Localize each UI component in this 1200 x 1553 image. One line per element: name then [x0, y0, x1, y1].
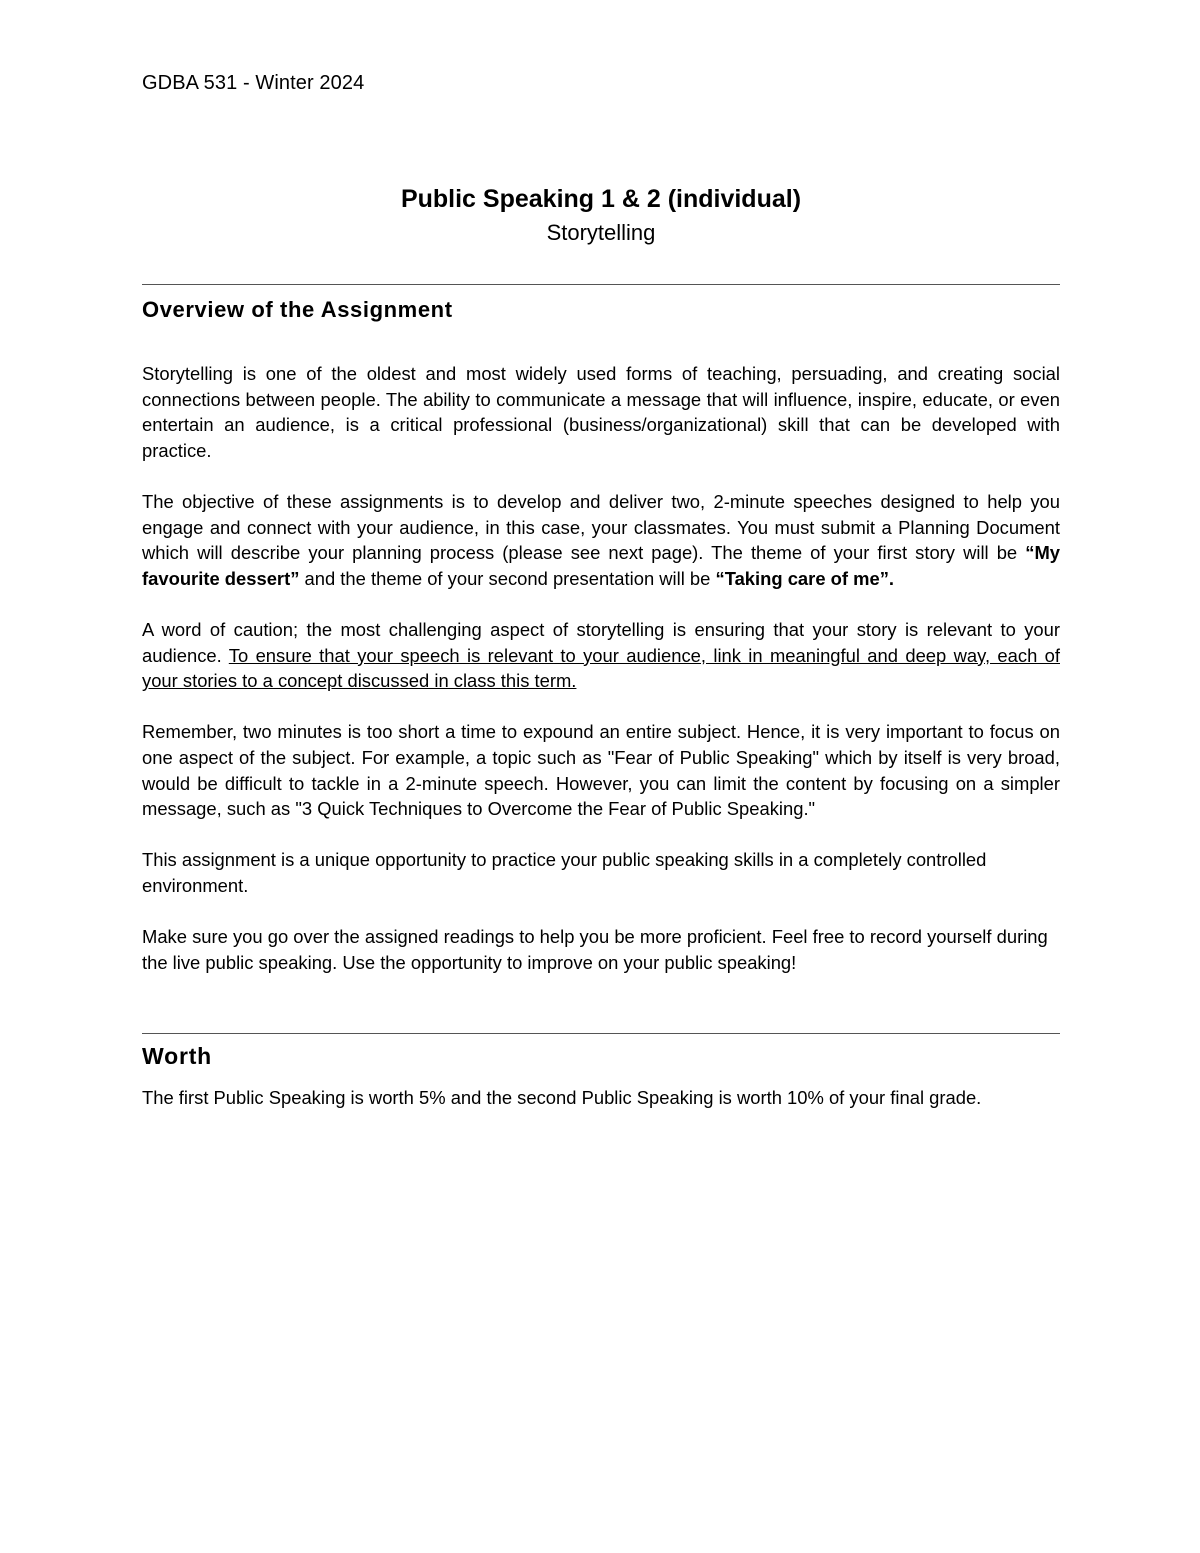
second-theme: “Taking care of me”.: [715, 567, 895, 589]
page-title: Public Speaking 1 & 2 (individual): [400, 185, 802, 213]
title-block: [142, 183, 1060, 249]
overview-heading: Overview of the Assignment: [142, 297, 453, 322]
overview-paragraph-2: [142, 489, 1060, 591]
first-theme: “My favourite dessert”: [142, 542, 1060, 589]
worth-body: [142, 1085, 1060, 1136]
overview-paragraph-4: Remember, two minutes is too short a time to expound an entire subject. Hence, it is very important to focus on one aspect of the subject. For example, a topic such as "Fear of Public Speaking" which by itself is very broad, would be difficult to tackle in a 2-minute speech. However, you can limit the content by focusing on a simpler message, such as "3 Quick Techniques to Overcome the Fear of Public Speaking.": [142, 721, 1060, 820]
page-subtitle: Storytelling: [546, 220, 656, 245]
course-header: GDBA 531 - Winter 2024: [142, 72, 365, 94]
overview-paragraph-5: This assignment is a unique opportunity to practice your public speaking skills in a completely controlled environment.: [142, 849, 987, 896]
worth-heading: Worth: [142, 1043, 213, 1069]
worth-text: The first Public Speaking is worth 5% and the second Public Speaking is worth 10% of your final grade.: [142, 1087, 982, 1108]
section-divider: [142, 284, 1060, 285]
overview-paragraph-1: Storytelling is one of the oldest and most widely used forms of teaching, persuading, and creating social connections between people. The ability to communicate a message that will influence, inspire, educate, or even entertain an audience, is a critical professional (business/organizational) skill that can be developed with practice.: [142, 363, 1060, 461]
objective-text: The objective of these assignments is to develop and deliver two, 2-minute speeches designed to help you engage and connect with your audience, in this case, your classmates. You must submit a Planning Document which will describe your planning process (please see next page). The theme of your first story will be: [142, 490, 1060, 564]
overview-paragraph-3: [142, 617, 1060, 694]
caution-text: A word of caution; the most challenging aspect of storytelling is ensuring that your story is relevant to your audience.: [142, 618, 1060, 666]
overview-paragraph-6: Make sure you go over the assigned readings to help you be more proficient. Feel free to record yourself during the live public speaking. Use the opportunity to improve on your public speaking!: [142, 926, 1048, 973]
overview-body: [142, 361, 1060, 1001]
objective-text-cont: and the theme of your second presentation will be: [299, 567, 716, 589]
caution-underlined-text: To ensure that your speech is relevant to your audience, link in meaningful and deep way, each of your stories to a concept discussed in class this term.: [142, 644, 1060, 692]
section-divider: [142, 1033, 1060, 1034]
